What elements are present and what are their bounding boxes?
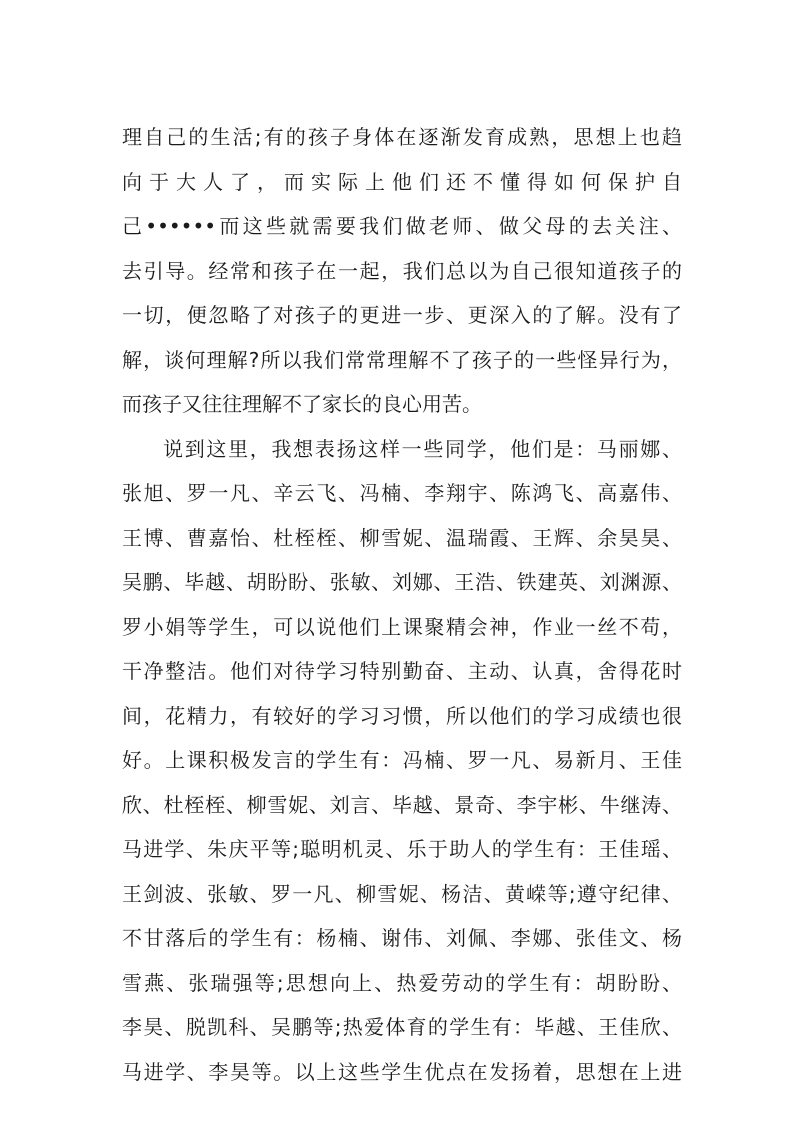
text-line: 雪燕、张瑞强等;思想向上、热爱劳动的学生有：胡盼盼、: [122, 971, 682, 995]
text-line: 己••••••而这些就需要我们做老师、做父母的去关注、: [122, 214, 682, 238]
text-line: 解，谈何理解?所以我们常常理解不了孩子的一些怪异行为，: [122, 348, 682, 372]
text-line: 向于大人了，而实际上他们还不懂得如何保护自: [122, 170, 682, 194]
text-line: 欣、杜桎桎、柳雪妮、刘言、毕越、景奇、李宇彬、牛继涛、: [122, 793, 682, 817]
text-line: 李昊、脱凯科、吴鹏等;热爱体育的学生有：毕越、王佳欣、: [122, 1015, 682, 1039]
text-line: 王博、曹嘉怡、杜桎桎、柳雪妮、温瑞霞、王辉、余昊昊、: [122, 526, 682, 550]
text-line: 干净整洁。他们对待学习特别勤奋、主动、认真，舍得花时: [122, 659, 682, 683]
text-line: 吴鹏、毕越、胡盼盼、张敏、刘娜、王浩、铁建英、刘渊源、: [122, 570, 682, 594]
text-line: 不甘落后的学生有：杨楠、谢伟、刘佩、李娜、张佳文、杨: [122, 926, 682, 950]
text-line: 而孩子又往往理解不了家长的良心用苦。: [122, 392, 482, 416]
text-line: 理自己的生活;有的孩子身体在逐渐发育成熟，思想上也趋: [122, 125, 682, 149]
text-line: 去引导。经常和孩子在一起，我们总以为自己很知道孩子的: [122, 259, 682, 283]
text-line: 好。上课积极发言的学生有：冯楠、罗一凡、易新月、王佳: [122, 748, 682, 772]
text-line: 罗小娟等学生，可以说他们上课聚精会神，作业一丝不苟，: [122, 615, 682, 639]
text-line: 马进学、李昊等。以上这些学生优点在发扬着，思想在上进: [122, 1060, 682, 1084]
text-line: 一切，便忽略了对孩子的更进一步、更深入的了解。没有了: [122, 303, 682, 327]
text-line: 间，花精力，有较好的学习习惯，所以他们的学习成绩也很: [122, 704, 682, 728]
text-line: 马进学、朱庆平等;聪明机灵、乐于助人的学生有：王佳瑶、: [122, 837, 682, 861]
text-line: 张旭、罗一凡、辛云飞、冯楠、李翔宇、陈鸿飞、高嘉伟、: [122, 481, 682, 505]
text-line: 王剑波、张敏、罗一凡、柳雪妮、杨洁、黄嵘等;遵守纪律、: [122, 882, 682, 906]
paragraph-first-line: 说到这里，我想表扬这样一些同学，他们是：马丽娜、: [163, 437, 682, 461]
